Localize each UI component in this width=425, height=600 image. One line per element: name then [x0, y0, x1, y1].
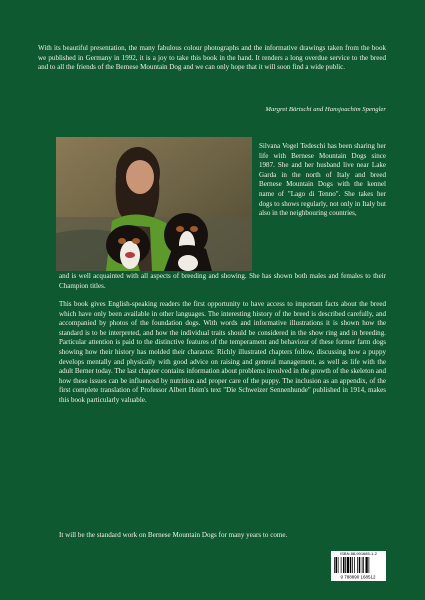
book-description: This book gives English-speaking readers the first opportunity to have access to important facts about the breed which have only been available in other languages. The interesting history of the breed is described carefully, and accompanied by photos of the foundation dogs. With words and informative illustrations it is shown how the standard is to be interpreted, and how the individual traits should be considered in the show ring and in breeding. Particular attention is paid to the distinctive features of the temperament and behaviour of these former farm dogs showing how their history has molded their character. Richly illustrated chapters follow, discussing how a puppy develops mentally and physically with good advice on raising and general management, as well as life with the adult Berner today. The last chapter contains information about problems involved in the growth of the skeleton and how these issues can be influenced by nutrition and proper care of the puppy. The inclusion as an appendix, of the first complete translation of Professor Albert Heim's text "Die Schweizer Sennenhunde" published in 1914, makes this book particularly valuable. [59, 300, 387, 404]
author-bio: Silvana Vogel Tedeschi has been sharing her life with Bernese Mountain Dogs since 1987. She and her husband live near Lake Garda in the north of Italy and breed Bernese Mountain Dogs with the kennel name of "Lago di Tenno". She takes her dogs to shows regularly, not only in Italy but also in the neighbouring countries, [259, 142, 386, 218]
isbn-barcode [331, 551, 386, 581]
signature: Margret Bärtschi and Hansjoachim Spengler [265, 106, 386, 113]
intro-paragraph: With its beautiful presentation, the many fabulous colour photographs and the informative drawings taken from the book we published in Germany in 1992, it is a joy to take this book in the hand. It renders a long overdue service to the breed and to all the friends of the Bernese Mountain Dog and we can only hope that it will soon find a wide public. [38, 44, 386, 72]
isbn-number: ISBN 88-901685-1-2 [340, 551, 377, 556]
closing-sentence: It will be the standard work on Bernese Mountain Dogs for many years to come. [59, 531, 288, 539]
barcode-icon [333, 557, 384, 579]
author-bio-continued: and is well acquainted with all aspects of breeding and showing. She has shown both males and females to their Champion titles. [59, 272, 386, 290]
barcode-digits: 9 788890 168512 [340, 574, 376, 579]
author-photo-with-dogs [56, 137, 252, 271]
